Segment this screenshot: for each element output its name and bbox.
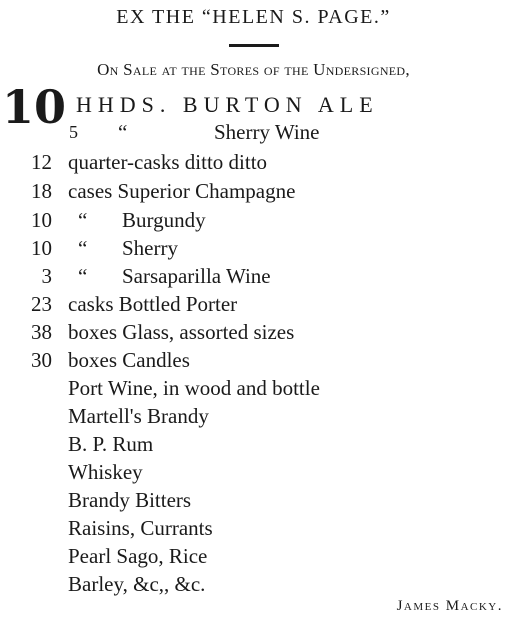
item-description: casks Bottled Porter — [68, 292, 238, 316]
item-quantity: 5 — [69, 122, 78, 142]
item-description: Barley, &c,, &c. — [68, 572, 206, 596]
headline: EX THE “HELEN S. PAGE.” — [116, 6, 391, 28]
item-quantity: 23 — [31, 292, 52, 316]
lead-quantity: 10 — [2, 80, 67, 134]
item-description: B. P. Rum — [68, 432, 154, 456]
item-description: Raisins, Currants — [68, 516, 213, 540]
item-description: boxes Candles — [68, 348, 190, 372]
headline-rule — [229, 44, 279, 47]
ditto-mark: “ — [118, 120, 128, 144]
item-description: Sarsaparilla Wine — [122, 264, 271, 288]
item-description: Sherry Wine — [214, 120, 320, 144]
item-description: cases Superior Champagne — [68, 179, 296, 203]
lead-description: HHDS. BURTON ALE — [76, 92, 379, 117]
item-description: boxes Glass, assorted sizes — [68, 320, 295, 344]
subhead: On Sale at the Stores of the Undersigned, — [97, 60, 410, 79]
ditto-mark: “ — [78, 264, 88, 288]
item-description: Port Wine, in wood and bottle — [68, 376, 320, 400]
item-description: Pearl Sago, Rice — [68, 544, 208, 568]
item-quantity: 18 — [31, 179, 52, 203]
ditto-mark: “ — [78, 236, 88, 260]
item-description: Sherry — [122, 236, 178, 260]
item-description: Brandy Bitters — [68, 488, 192, 512]
item-description: quarter-casks ditto ditto — [68, 150, 268, 174]
signature: James Macky. — [396, 598, 503, 614]
item-quantity: 30 — [31, 348, 52, 372]
item-description: Burgundy — [122, 208, 206, 232]
ditto-mark: “ — [78, 208, 88, 232]
item-quantity: 3 — [41, 264, 52, 288]
item-quantity: 10 — [31, 208, 52, 232]
item-description: Whiskey — [68, 460, 143, 484]
item-quantity: 10 — [31, 236, 52, 260]
item-quantity: 38 — [31, 320, 52, 344]
item-quantity: 12 — [31, 150, 52, 174]
item-description: Martell's Brandy — [68, 404, 209, 428]
